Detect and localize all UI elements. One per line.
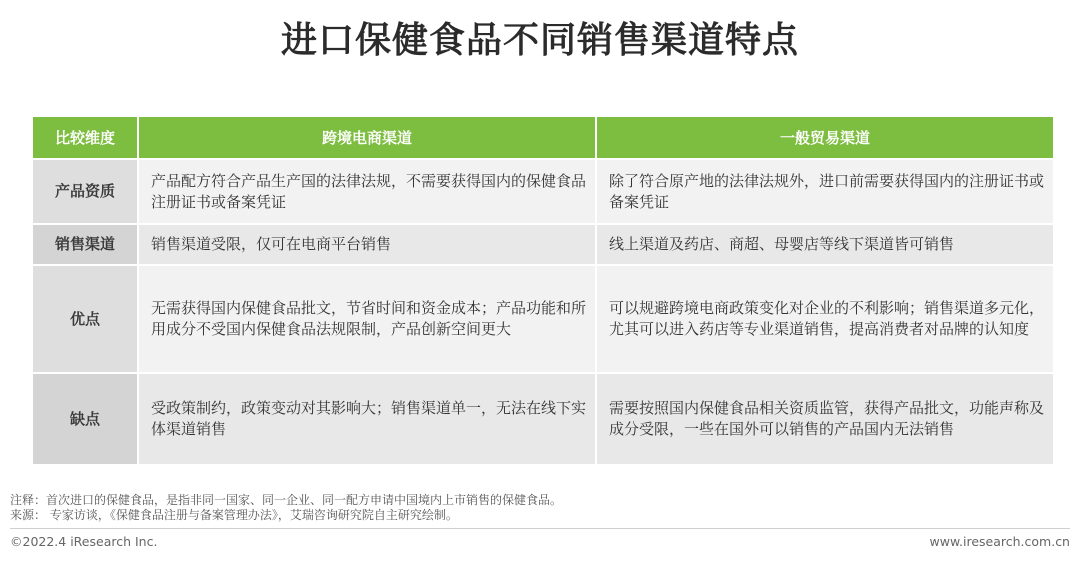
cell-crossborder-advantages: 无需获得国内保健食品批文，节省时间和资金成本；产品功能和所用成分不受国内保健食品法规限制，产品创新空间更大 <box>137 266 595 374</box>
website-link[interactable]: www.iresearch.com.cn <box>929 534 1070 549</box>
row-label-disadvantages: 缺点 <box>33 374 137 466</box>
comparison-table <box>33 117 1053 466</box>
header-general-trade: 一般贸易渠道 <box>595 117 1053 160</box>
header-dimension: 比较维度 <box>33 117 137 160</box>
cell-general-advantages: 可以规避跨境电商政策变化对企业的不利影响；销售渠道多元化，尤其可以进入药店等专业渠道销售，提高消费者对品牌的认知度 <box>595 266 1053 374</box>
footer-divider <box>10 528 1070 529</box>
table-row <box>33 225 1053 266</box>
cell-general-sales-channel: 线上渠道及药店、商超、母婴店等线下渠道皆可销售 <box>595 225 1053 266</box>
footnote: 注释：首次进口的保健食品，是指非同一国家、同一企业、同一配方申请中国境内上市销售的保健食品。 <box>10 493 563 507</box>
table-row <box>33 266 1053 374</box>
cell-crossborder-qualification: 产品配方符合产品生产国的法律法规，不需要获得国内的保健食品注册证书或备案凭证 <box>137 160 595 225</box>
table-row <box>33 160 1053 225</box>
source-note: 来源： 专家访谈，《保健食品注册与备案管理办法》，艾瑞咨询研究院自主研究绘制。 <box>10 508 458 522</box>
row-label-advantages: 优点 <box>33 266 137 374</box>
cell-crossborder-sales-channel: 销售渠道受限，仅可在电商平台销售 <box>137 225 595 266</box>
table-header-row <box>33 117 1053 160</box>
page-title: 进口保健食品不同销售渠道特点 <box>280 20 799 61</box>
row-label-qualification: 产品资质 <box>33 160 137 225</box>
row-label-sales-channel: 销售渠道 <box>33 225 137 266</box>
cell-crossborder-disadvantages: 受政策制约，政策变动对其影响大；销售渠道单一，无法在线下实体渠道销售 <box>137 374 595 466</box>
header-crossborder: 跨境电商渠道 <box>137 117 595 160</box>
copyright-text: ©2022.4 iResearch Inc. <box>10 534 158 549</box>
cell-general-qualification: 除了符合原产地的法律法规外，进口前需要获得国内的注册证书或备案凭证 <box>595 160 1053 225</box>
cell-general-disadvantages: 需要按照国内保健食品相关资质监管，获得产品批文，功能声称及成分受限，一些在国外可以销售的产品国内无法销售 <box>595 374 1053 466</box>
notes-block <box>10 493 1070 523</box>
table-row <box>33 374 1053 466</box>
